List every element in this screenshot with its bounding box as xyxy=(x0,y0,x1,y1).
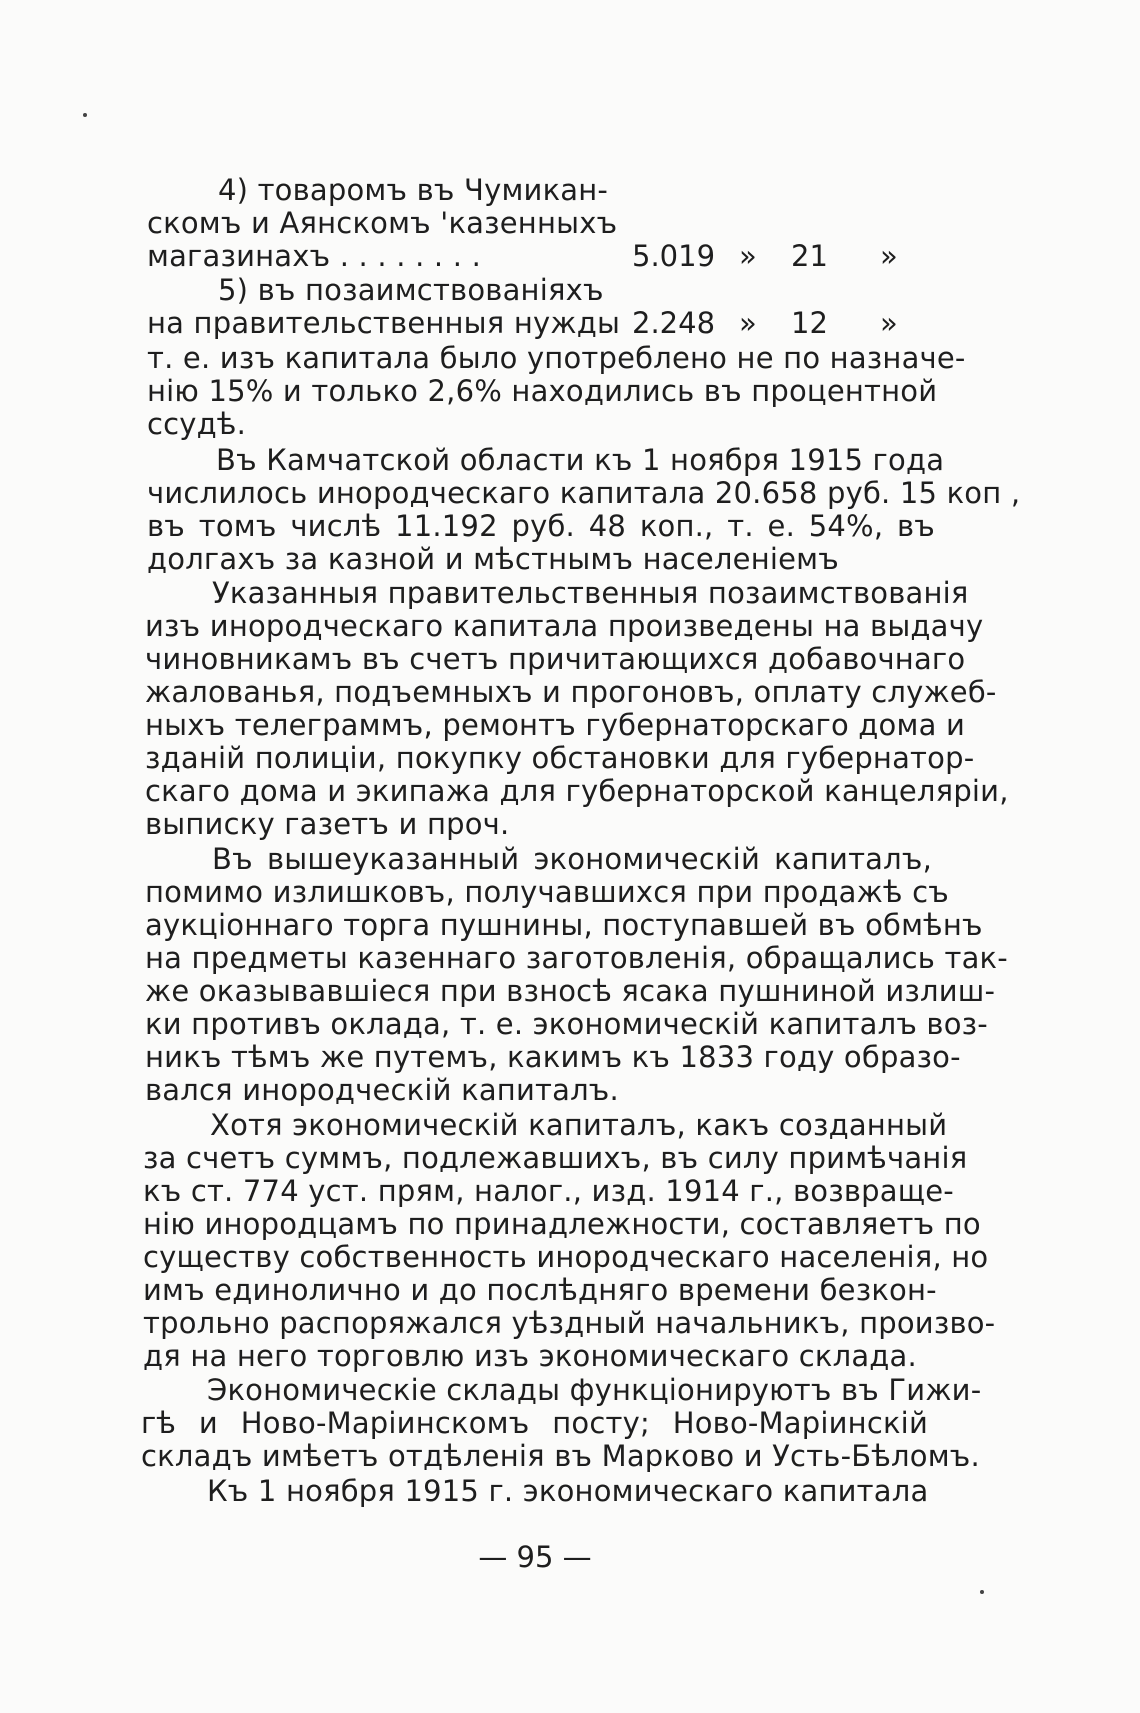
text-line: долгахъ за казной и мѣстнымъ населеніемъ xyxy=(147,542,839,576)
text-line: нію 15% и только 2,6% находились въ процентной xyxy=(147,374,938,408)
amount-kopecks: 12 xyxy=(791,306,828,340)
print-speck xyxy=(83,113,87,117)
print-speck xyxy=(980,1590,984,1594)
ditto-mark: » xyxy=(880,239,898,273)
text-line: за счетъ суммъ, подлежавшихъ, въ силу примѣчанія xyxy=(143,1141,968,1175)
text-line: въ томъ числѣ 11.192 руб. 48 коп., т. е. 54%, въ xyxy=(147,509,935,543)
text-line: Къ 1 ноября 1915 г. экономическаго капитала xyxy=(207,1474,929,1508)
text-line: скомъ и Аянскомъ 'казенныхъ xyxy=(147,206,618,240)
text-line: магазинахъ . . . . . . . . xyxy=(147,239,481,273)
text-line: имъ единолично и до послѣдняго времени безкон- xyxy=(143,1273,937,1307)
text-line: къ ст. 774 уст. прям, налог., изд. 1914 г., возвраще- xyxy=(143,1174,954,1208)
text-line: Въ Камчатской области къ 1 ноября 1915 года xyxy=(216,443,945,477)
text-line: Хотя экономическій капиталъ, какъ созданный xyxy=(210,1108,948,1142)
text-line: гѣ и Ново-Маріинскомъ посту; Ново-Маріинскій xyxy=(141,1406,928,1440)
text-line: 5) въ позаимствованіяхъ xyxy=(218,273,604,307)
text-line: на правительственныя нужды xyxy=(147,306,621,340)
text-line: зданій полиціи, покупку обстановки для губернатор- xyxy=(145,741,975,775)
text-line: жалованья, подъемныхъ и прогоновъ, оплату служеб- xyxy=(145,675,997,709)
text-line: выписку газетъ и проч. xyxy=(145,807,510,841)
text-line: же оказывавшіеся при взносѣ ясака пушниной излиш- xyxy=(145,974,996,1008)
ditto-mark: » xyxy=(739,306,757,340)
text-line: ки противъ оклада, т. е. экономическій капиталъ воз- xyxy=(145,1007,988,1041)
text-line: вался инородческій капиталъ. xyxy=(145,1073,619,1107)
amount-rubles: 5.019 xyxy=(632,239,716,273)
text-line: нію инородцамъ по принадлежности, составляетъ по xyxy=(143,1207,981,1241)
ditto-mark: » xyxy=(739,239,757,273)
amount-kopecks: 21 xyxy=(791,239,828,273)
text-line: на предметы казеннаго заготовленія, обращались так- xyxy=(145,941,1008,975)
text-line: трольно распоряжался уѣздный начальникъ, произво- xyxy=(143,1306,996,1340)
text-line: аукціоннаго торга пушнины, поступавшей въ обмѣнъ xyxy=(145,908,983,942)
text-line: ссудѣ. xyxy=(147,407,247,441)
text-line: числилось инородческаго капитала 20.658 руб. 15 коп , xyxy=(147,476,1021,510)
text-line: ныхъ телеграммъ, ремонтъ губернаторскаго дома и xyxy=(145,708,966,742)
text-line: дя на него торговлю изъ экономическаго склада. xyxy=(143,1339,917,1373)
text-line: складъ имѣетъ отдѣленія въ Марково и Усть-Бѣломъ. xyxy=(141,1439,980,1473)
amount-rubles: 2.248 xyxy=(632,306,716,340)
text-line: т. е. изъ капитала было употреблено не по назначе- xyxy=(147,341,966,375)
text-line: Въ вышеуказанный экономическій капиталъ, xyxy=(212,842,932,876)
text-line: скаго дома и экипажа для губернаторской канцеляріи, xyxy=(145,774,1009,808)
text-line: Указанныя правительственныя позаимствованія xyxy=(212,576,969,610)
text-line: никъ тѣмъ же путемъ, какимъ къ 1833 году образо- xyxy=(145,1040,961,1074)
text-line: помимо излишковъ, получавшихся при продажѣ съ xyxy=(145,875,949,909)
text-line: Экономическіе склады функціонируютъ въ Гижи- xyxy=(207,1373,982,1407)
text-line: существу собственность инородческаго населенія, но xyxy=(143,1240,989,1274)
text-line: 4) товаромъ въ Чумикан- xyxy=(218,173,609,207)
page-number: — 95 — xyxy=(478,1540,592,1574)
text-line: изъ инородческаго капитала произведены на выдачу xyxy=(145,609,984,643)
ditto-mark: » xyxy=(880,306,898,340)
text-line: чиновникамъ въ счетъ причитающихся добавочнаго xyxy=(145,642,966,676)
